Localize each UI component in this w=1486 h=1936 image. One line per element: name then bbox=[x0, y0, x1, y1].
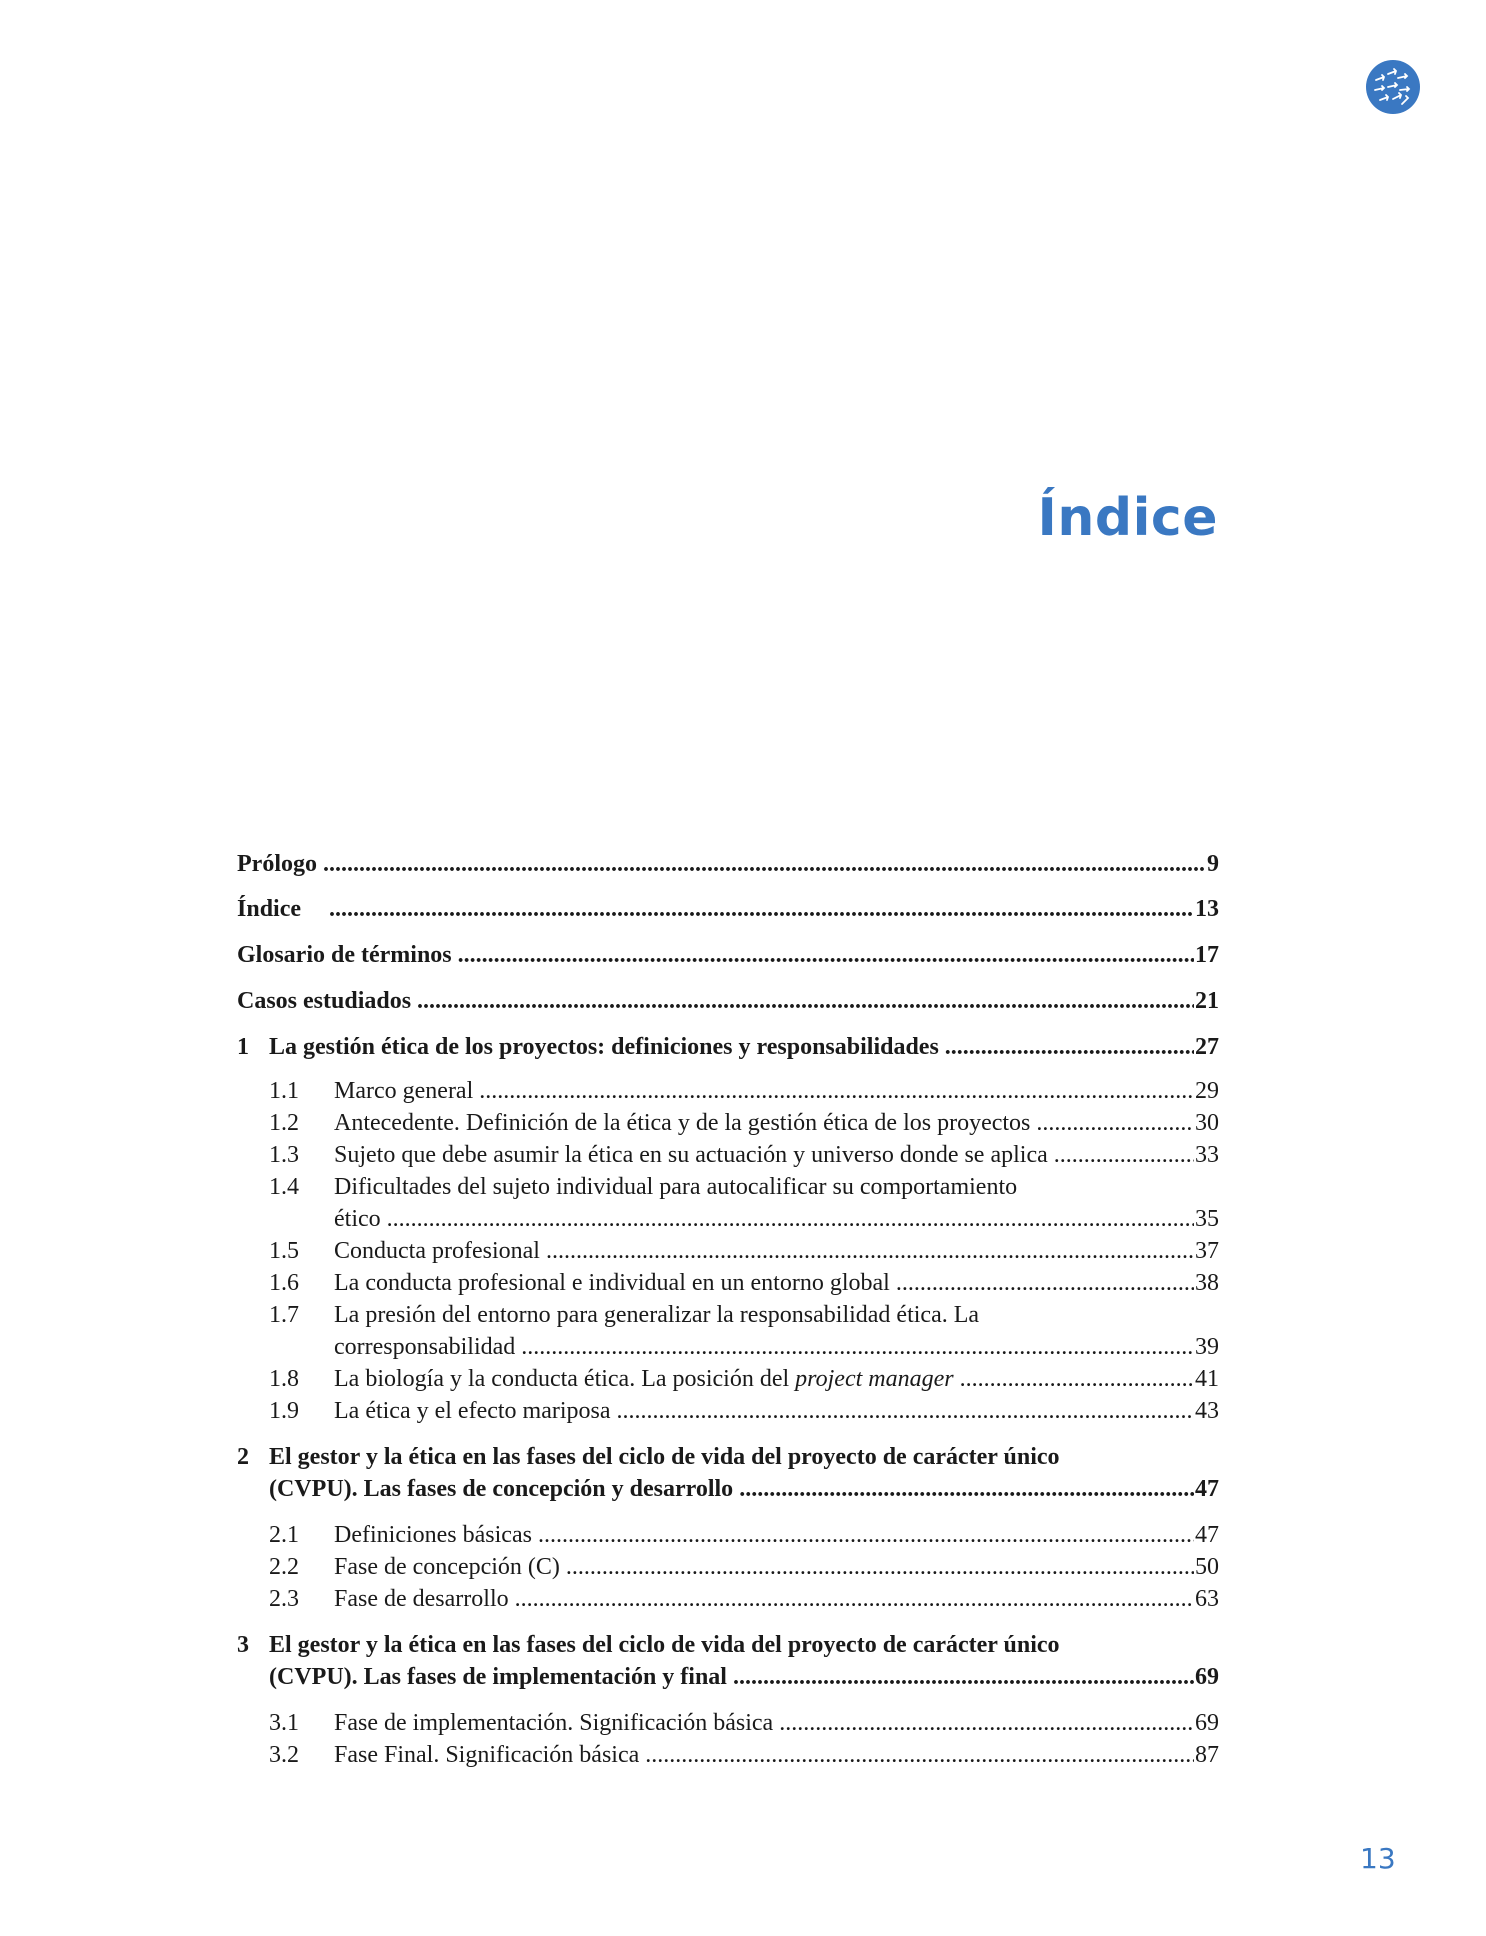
leader-dots bbox=[515, 1583, 1194, 1615]
toc-page: 39 bbox=[1195, 1334, 1219, 1360]
leader-dots bbox=[323, 848, 1206, 880]
toc-label-line1: El gestor y la ética en las fases del ciclo de vida del proyecto de carácter único bbox=[269, 1632, 1060, 1658]
leader-dots bbox=[896, 1267, 1194, 1299]
toc-number: 3 bbox=[237, 1632, 249, 1658]
toc-number: 1.3 bbox=[269, 1142, 299, 1168]
toc-number: 1.4 bbox=[269, 1174, 299, 1200]
toc-page: 30 bbox=[1195, 1110, 1219, 1136]
toc-number: 1.9 bbox=[269, 1398, 299, 1424]
toc-number: 1.6 bbox=[269, 1270, 299, 1296]
toc-number: 3.2 bbox=[269, 1742, 299, 1768]
page-number: 13 bbox=[1360, 1842, 1396, 1875]
leader-dots bbox=[1054, 1139, 1194, 1171]
toc-label-line1: El gestor y la ética en las fases del ciclo de vida del proyecto de carácter único bbox=[269, 1444, 1060, 1470]
toc-page: 43 bbox=[1195, 1398, 1219, 1424]
toc-page: 13 bbox=[1195, 896, 1219, 922]
toc-page: 37 bbox=[1195, 1238, 1219, 1264]
leader-dots bbox=[1036, 1107, 1194, 1139]
toc-page: 47 bbox=[1195, 1476, 1219, 1502]
toc-label-line1: La presión del entorno para generalizar la responsabilidad ética. La bbox=[334, 1302, 980, 1328]
toc-page: 38 bbox=[1195, 1270, 1219, 1296]
leader-dots bbox=[779, 1707, 1194, 1739]
toc-number: 1.5 bbox=[269, 1238, 299, 1264]
toc-label-line1: Dificultades del sujeto individual para autocalificar su comportamiento bbox=[334, 1174, 1018, 1200]
toc-label: corresponsabilidad bbox=[334, 1334, 516, 1360]
toc-page: 27 bbox=[1195, 1034, 1219, 1060]
toc-label: (CVPU). Las fases de concepción y desarrollo bbox=[269, 1476, 734, 1502]
leader-dots bbox=[566, 1551, 1194, 1583]
toc-number: 2.1 bbox=[269, 1522, 299, 1548]
toc-number: 2.2 bbox=[269, 1554, 299, 1580]
toc-number: 2 bbox=[237, 1444, 249, 1470]
leader-dots bbox=[739, 1473, 1194, 1505]
toc-page: 63 bbox=[1195, 1586, 1219, 1612]
toc-number: 1 bbox=[237, 1034, 249, 1060]
toc-number: 2.3 bbox=[269, 1586, 299, 1612]
leader-dots bbox=[458, 939, 1194, 971]
arrows-circle-logo-icon bbox=[1366, 60, 1420, 114]
toc-page: 17 bbox=[1195, 942, 1219, 968]
toc-number: 3.1 bbox=[269, 1710, 299, 1736]
leader-dots bbox=[945, 1031, 1194, 1063]
leader-dots bbox=[329, 893, 1194, 925]
toc-page: 69 bbox=[1195, 1710, 1219, 1736]
toc-label: Fase de implementación. Significación básica bbox=[334, 1710, 774, 1736]
toc-page: 9 bbox=[1207, 851, 1219, 877]
toc-page: 33 bbox=[1195, 1142, 1219, 1168]
toc-page: 87 bbox=[1195, 1742, 1219, 1768]
leader-dots bbox=[387, 1203, 1194, 1235]
toc-label: Definiciones básicas bbox=[334, 1522, 532, 1548]
toc-label: Fase Final. Significación básica bbox=[334, 1742, 640, 1768]
leader-dots bbox=[960, 1363, 1194, 1395]
toc-label: Índice bbox=[237, 896, 302, 922]
leader-dots bbox=[645, 1739, 1194, 1771]
toc-label: ético bbox=[334, 1206, 381, 1232]
toc-label: La gestión ética de los proyectos: definiciones y responsabilidades bbox=[269, 1034, 939, 1060]
page-title: Índice bbox=[1037, 488, 1218, 548]
toc-number: 1.1 bbox=[269, 1078, 299, 1104]
leader-dots bbox=[521, 1331, 1194, 1363]
toc-page: 35 bbox=[1195, 1206, 1219, 1232]
toc-label: Fase de concepción (C) bbox=[334, 1554, 560, 1580]
toc-label-italic: project manager bbox=[795, 1366, 954, 1392]
toc-label: Marco general bbox=[334, 1078, 474, 1104]
toc-number: 1.7 bbox=[269, 1302, 299, 1328]
toc-page: 47 bbox=[1195, 1522, 1219, 1548]
toc-label: La ética y el efecto mariposa bbox=[334, 1398, 611, 1424]
toc-label: Sujeto que debe asumir la ética en su actuación y universo donde se aplica bbox=[334, 1142, 1048, 1168]
toc-label: Casos estudiados bbox=[237, 988, 412, 1014]
leader-dots bbox=[417, 985, 1194, 1017]
leader-dots bbox=[617, 1395, 1194, 1427]
leader-dots bbox=[538, 1519, 1194, 1551]
toc-label: Prólogo bbox=[237, 851, 317, 877]
toc-label: Fase de desarrollo bbox=[334, 1586, 509, 1612]
toc-number: 1.8 bbox=[269, 1366, 299, 1392]
leader-dots bbox=[733, 1661, 1194, 1693]
toc-page: 50 bbox=[1195, 1554, 1219, 1580]
toc-number: 1.2 bbox=[269, 1110, 299, 1136]
toc-label: Glosario de términos bbox=[237, 942, 452, 968]
toc-page: 21 bbox=[1195, 988, 1219, 1014]
toc-label: La biología y la conducta ética. La posición del bbox=[334, 1366, 790, 1392]
toc-label: Antecedente. Definición de la ética y de la gestión ética de los proyectos bbox=[334, 1110, 1031, 1136]
toc-label: (CVPU). Las fases de implementación y final bbox=[269, 1664, 727, 1690]
leader-dots bbox=[479, 1075, 1194, 1107]
toc-page: 29 bbox=[1195, 1078, 1219, 1104]
toc-label: La conducta profesional e individual en un entorno global bbox=[334, 1270, 890, 1296]
toc-label: Conducta profesional bbox=[334, 1238, 540, 1264]
toc-page: 41 bbox=[1195, 1366, 1219, 1392]
toc-page: 69 bbox=[1195, 1664, 1219, 1690]
leader-dots bbox=[546, 1235, 1194, 1267]
